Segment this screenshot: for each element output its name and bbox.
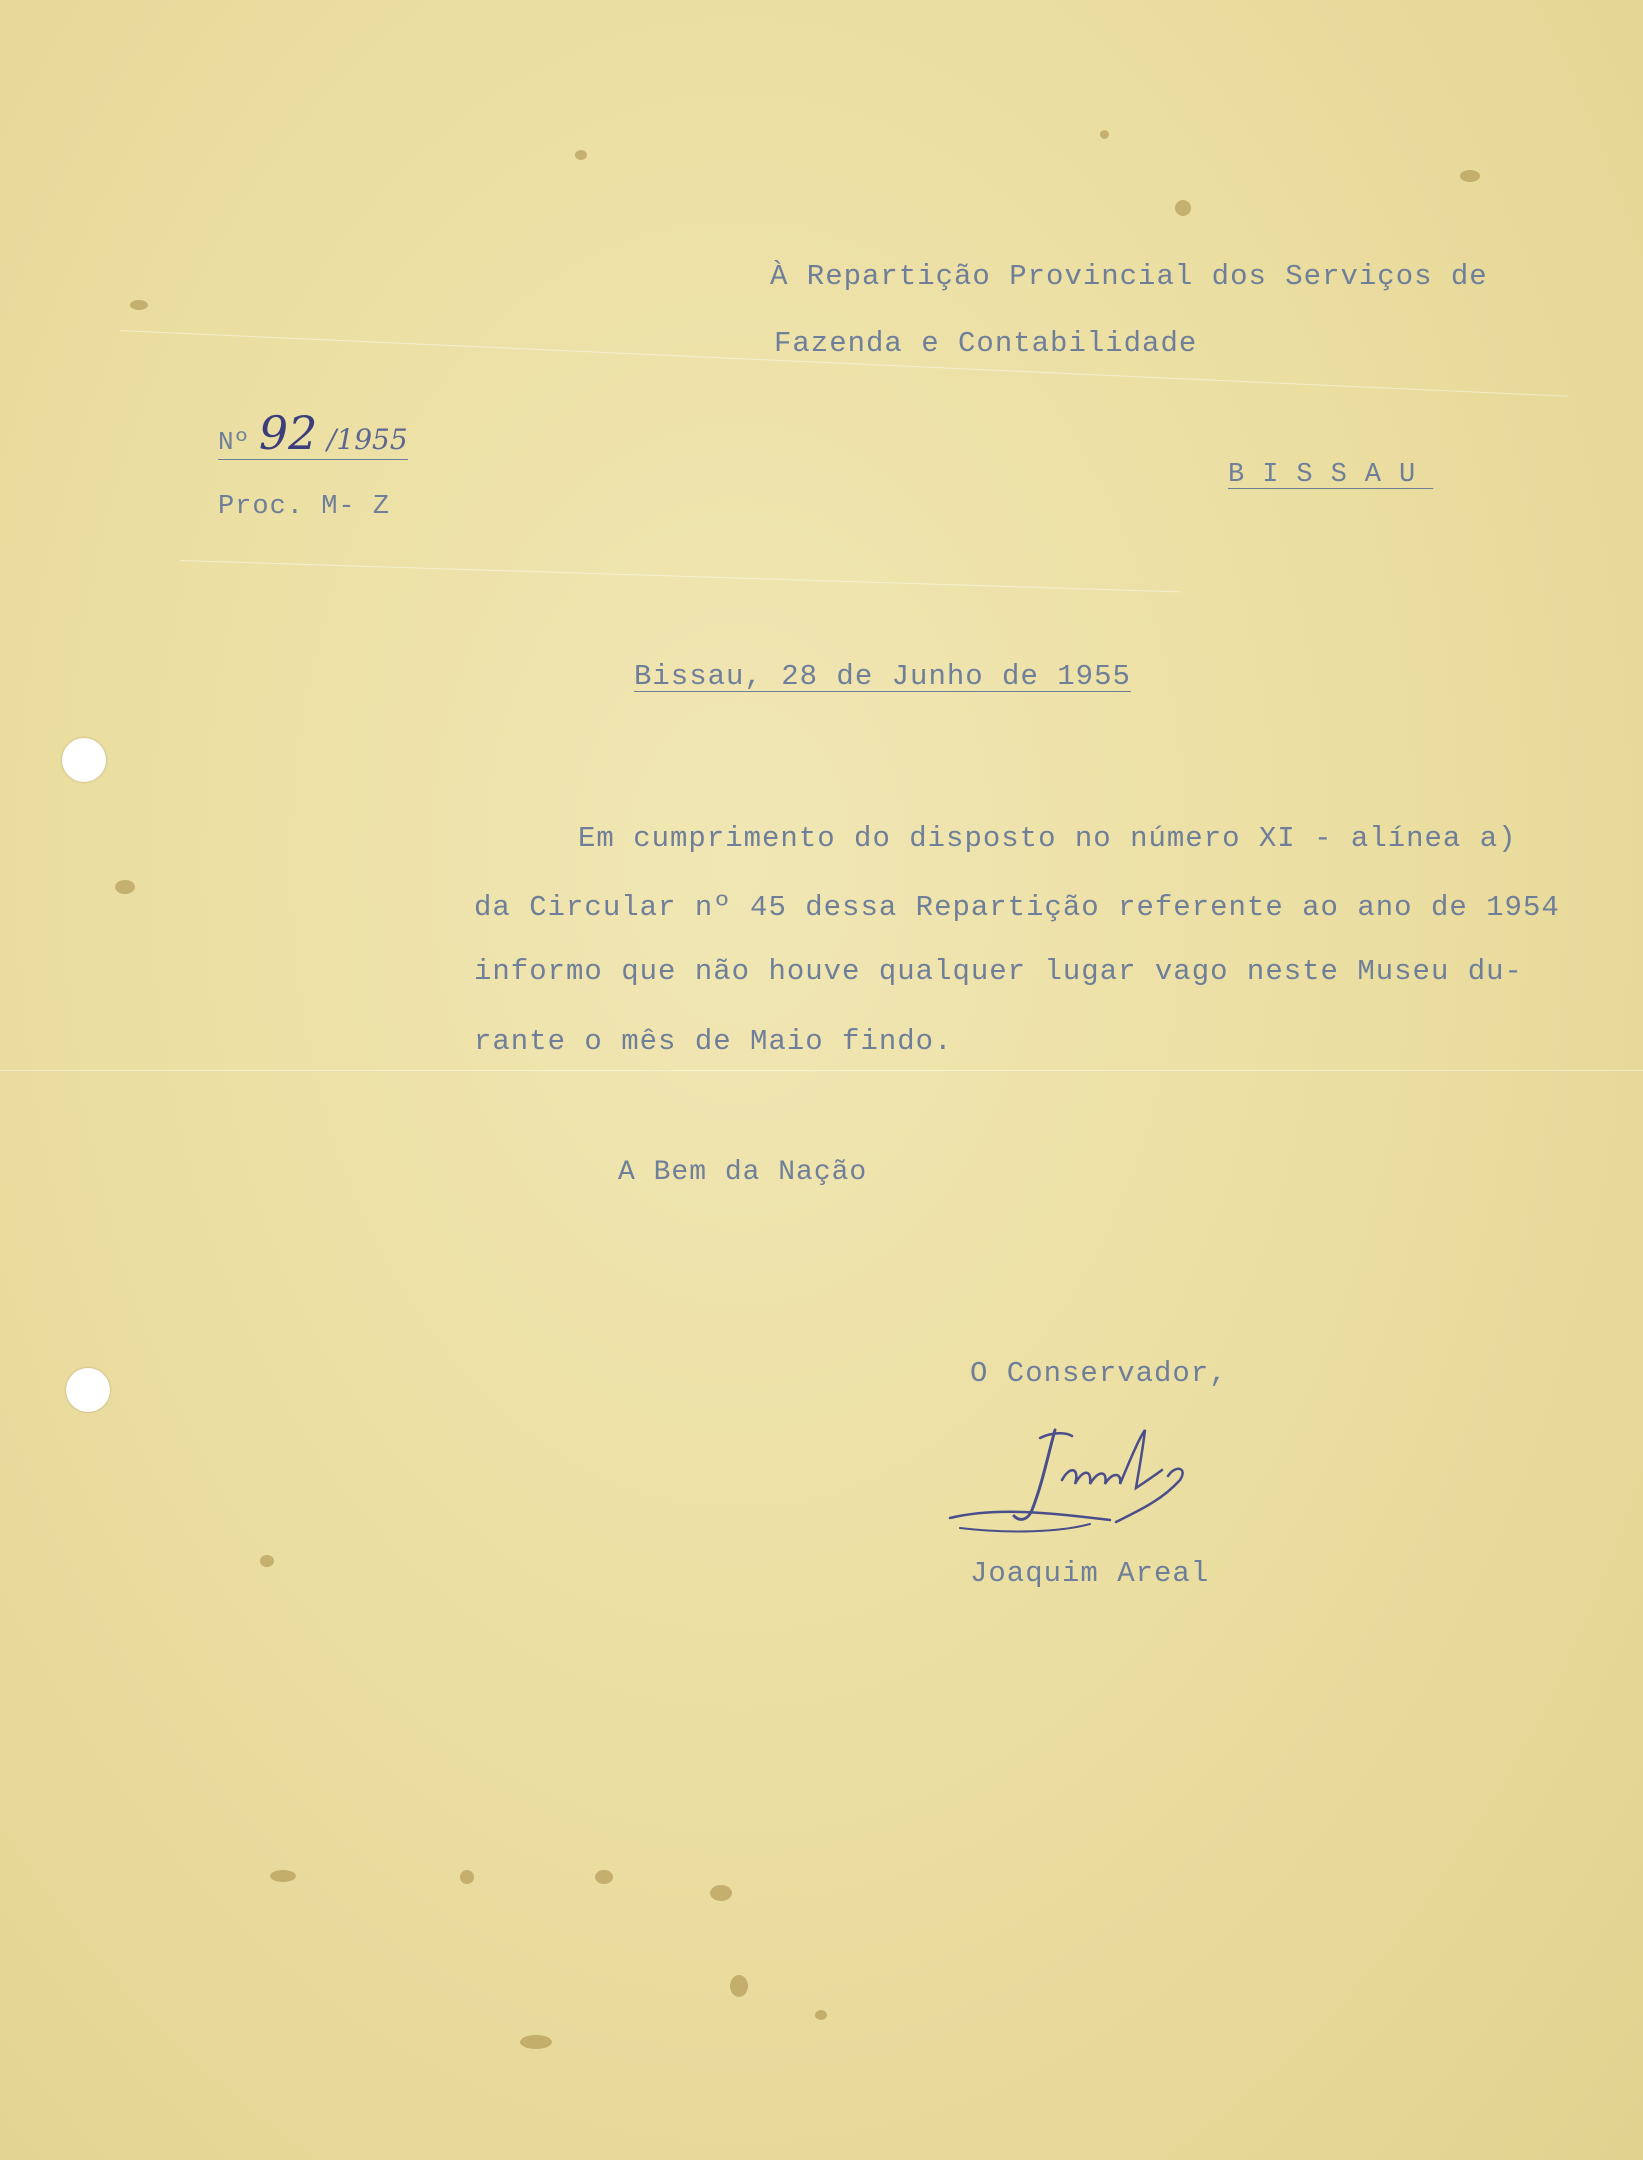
process-reference: Proc. M- Z (218, 492, 391, 522)
signatory-title: O Conservador, (970, 1357, 1228, 1390)
paper-fold-line (0, 1070, 1643, 1071)
foxing-spot (575, 150, 587, 160)
foxing-spot (520, 2035, 552, 2049)
reference-number (218, 406, 408, 460)
body-line-1: Em cumprimento do disposto no número XI - alínea a) (578, 822, 1517, 855)
closing-salutation: A Bem da Nação (618, 1157, 868, 1188)
foxing-spot (1175, 200, 1191, 216)
foxing-spot (730, 1975, 748, 1997)
reference-number-prefix: Nº (218, 427, 250, 457)
reference-year: /1955 (326, 423, 408, 456)
foxing-spot (260, 1555, 274, 1567)
addressee-city: BISSAU (1228, 460, 1434, 490)
handwritten-number: 92 (258, 406, 318, 460)
foxing-spot (115, 880, 135, 894)
foxing-spot (460, 1870, 474, 1884)
foxing-spot (710, 1885, 732, 1901)
date-line: Bissau, 28 de Junho de 1955 (634, 660, 1131, 693)
addressee-line-2: Fazenda e Contabilidade (774, 327, 1198, 360)
foxing-spot (815, 2010, 827, 2020)
body-line-3: informo que não houve qualquer lugar vago neste Museu du- (474, 955, 1523, 988)
foxing-spot (1100, 130, 1109, 139)
punch-hole (62, 738, 106, 782)
paper-fold-line (180, 560, 1180, 592)
body-line-4: rante o mês de Maio findo. (474, 1025, 953, 1058)
foxing-spot (595, 1870, 613, 1884)
foxing-spot (270, 1870, 296, 1882)
handwritten-signature (940, 1410, 1240, 1550)
addressee-line-1: À Repartição Provincial dos Serviços de (770, 260, 1488, 293)
foxing-spot (130, 300, 148, 310)
punch-hole (66, 1368, 110, 1412)
signatory-name: Joaquim Areal (970, 1557, 1210, 1590)
foxing-spot (1460, 170, 1480, 182)
body-line-2: da Circular nº 45 dessa Repartição referente ao ano de 1954 (474, 891, 1560, 924)
